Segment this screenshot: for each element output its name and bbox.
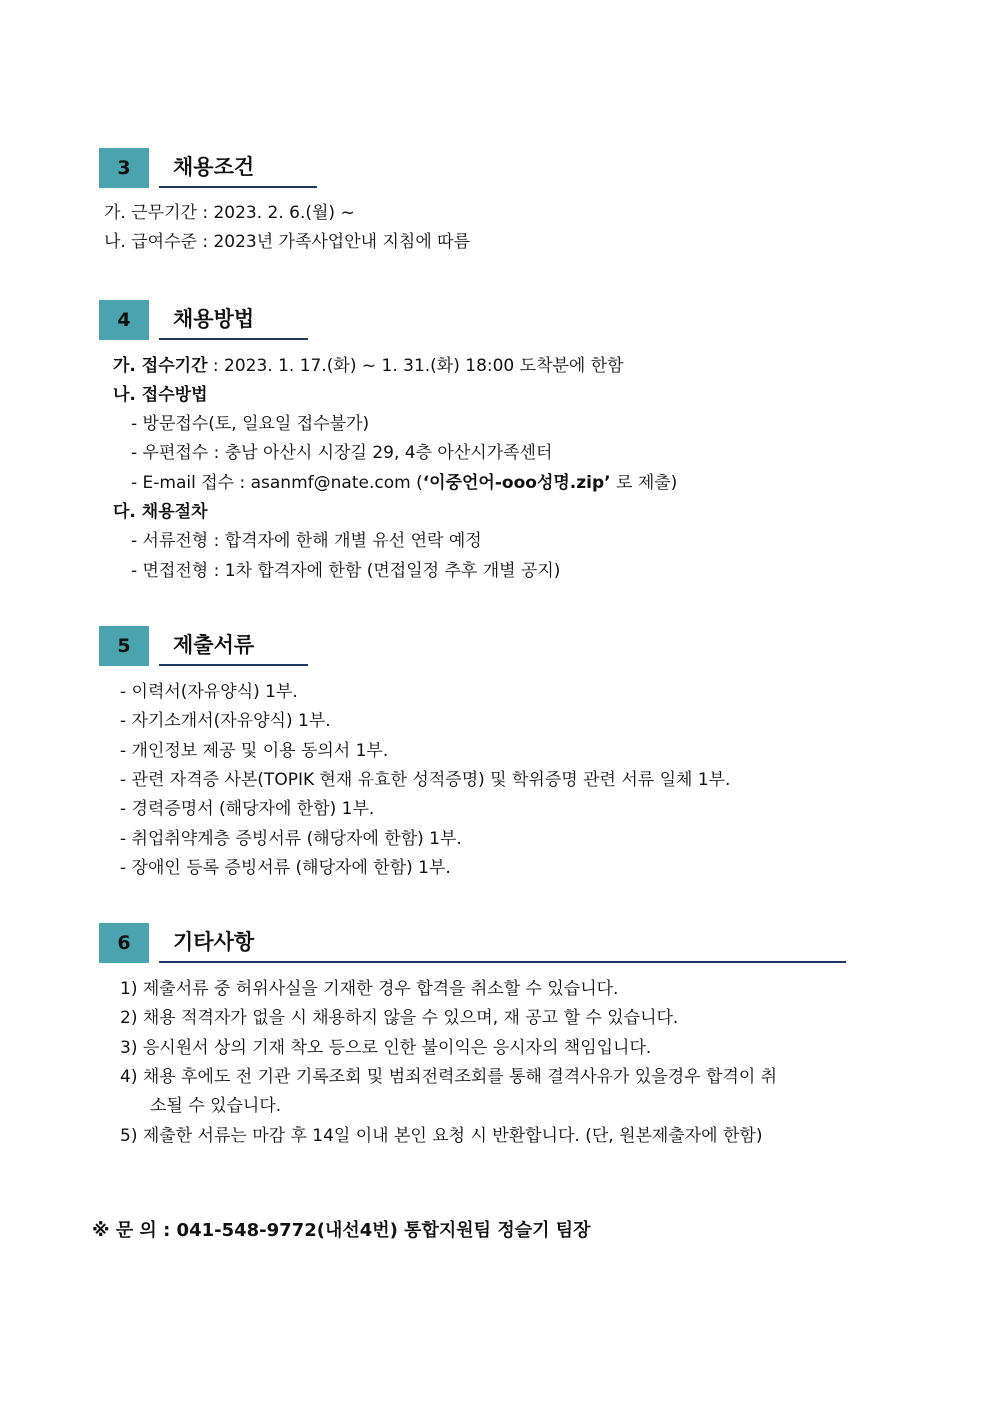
list-item-continuation: 소될 수 있습니다. [150,1096,282,1116]
section-title: 채용조건 [159,148,317,188]
application-period [113,354,624,378]
application-method-label: 나. 접수방법 [113,385,208,405]
list-item: 1) 제출서류 중 허위사실을 기재한 경우 합격을 취소할 수 있습니다. [120,979,619,999]
email-suffix: 로 제출) [610,473,678,493]
application-period-label: 가. 접수기간 [113,356,208,376]
list-item: - 자기소개서(자유양식) 1부. [120,711,331,731]
email-text: - E-mail 접수 : asanmf@nate.com ( [131,473,423,493]
section-number: 5 [99,626,149,666]
section-title: 제출서류 [159,626,308,666]
application-period-value: : 2023. 1. 17.(화) ~ 1. 31.(화) 18:00 도착분에 한함 [207,356,624,376]
method-post: - 우편접수 : 충남 아산시 시장길 29, 4층 아산시가족센터 [131,443,553,463]
section-number: 3 [99,148,149,188]
list-item: 4) 채용 후에도 전 기관 기록조회 및 범죄전력조회를 통해 결격사유가 있을경우 합격이 취 [120,1067,778,1087]
method-visit: - 방문접수(토, 일요일 접수불가) [131,414,370,434]
procedure-document: - 서류전형 : 합격자에 한해 개별 유선 연락 예정 [131,531,482,551]
section-number: 4 [99,300,149,340]
list-item: - 장애인 등록 증빙서류 (해당자에 한함) 1부. [120,858,451,878]
section-number: 6 [99,923,149,963]
list-item: 2) 채용 적격자가 없을 시 채용하지 않을 수 있으며, 재 공고 할 수 있습니다. [120,1008,679,1028]
list-item: - 관련 자격증 사본(TOPIK 현재 유효한 성적증명) 및 학위증명 관련 서류 일체 1부. [120,770,731,790]
contact-info: ※ 문 의 : 041-548-9772(내선4번) 통합지원팀 정슬기 팀장 [92,1220,591,1241]
procedure-interview: - 면접전형 : 1차 합격자에 한함 (면접일정 추후 개별 공지) [131,561,561,581]
section-title: 채용방법 [159,300,308,340]
list-item: 5) 제출한 서류는 마감 후 14일 이내 본인 요청 시 반환합니다. (단, 원본제출자에 한함) [120,1126,763,1146]
list-item: 3) 응시원서 상의 기재 착오 등으로 인한 불이익은 응시자의 책임입니다. [120,1038,652,1058]
hiring-procedure-label: 다. 채용절차 [113,502,208,522]
list-item: - 개인정보 제공 및 이용 동의서 1부. [120,741,389,761]
work-period: 가. 근무기간 : 2023. 2. 6.(월) ~ [104,203,355,223]
method-email [131,471,677,495]
section-title: 기타사항 [159,923,846,963]
salary-level: 나. 급여수준 : 2023년 가족사업안내 지침에 따름 [104,232,470,252]
list-item: - 취업취약계층 증빙서류 (해당자에 한함) 1부. [120,829,462,849]
email-filename: ‘이중언어-ooo성명.zip’ [422,473,611,493]
list-item: - 경력증명서 (해당자에 한함) 1부. [120,799,375,819]
list-item: - 이력서(자유양식) 1부. [120,682,298,702]
